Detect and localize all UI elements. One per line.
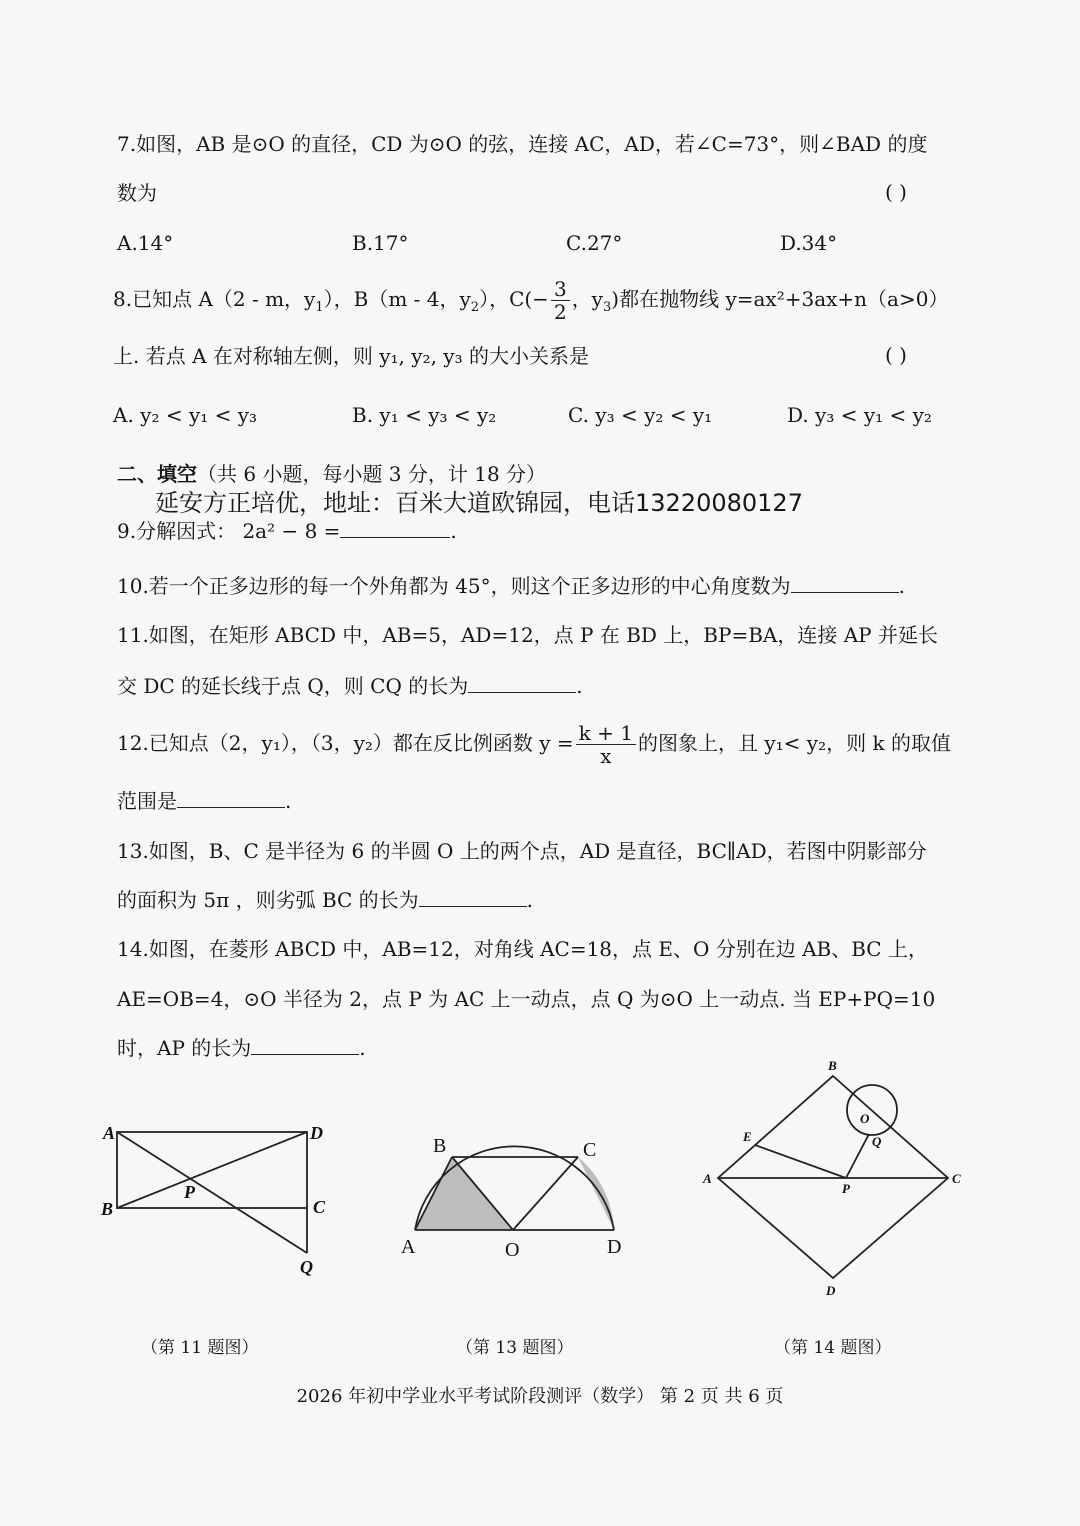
q12-suffix: 的图象上，且 y₁< y₂，则 k 的取值 [638, 731, 951, 755]
q13-stem: 13.如图，B、C 是半径为 6 的半圆 O 上的两个点，AD 是直径，BC∥AD，若图中阴影部分 [117, 839, 927, 863]
fig14-label-p: P [842, 1181, 850, 1196]
fig14-caption: （第 14 题图） [774, 1338, 892, 1358]
q12-end: . [285, 789, 292, 813]
section-2-title: 二、填空 [117, 462, 197, 486]
fig14-label-a: A [703, 1171, 712, 1186]
q14-text3: 时，AP 的长为 [117, 1036, 252, 1060]
q7-option-a: A.14° [117, 231, 174, 255]
fig13-label-a: A [401, 1236, 416, 1258]
q12-frac-num: k + 1 [576, 722, 636, 745]
q8-mid2: ），C(− [479, 287, 549, 311]
q10-text: 10.若一个正多边形的每一个外角都为 45°，则这个正多边形的中心角度数为 [117, 574, 791, 598]
q8-answer-paren: ( ) [885, 343, 907, 367]
q8-option-b: B. y₁ < y₃ < y₂ [352, 403, 497, 427]
q7-stem: 7.如图，AB 是⊙O 的直径，CD 为⊙O 的弦，连接 AC，AD，若∠C=73°，则∠BAD 的度 [117, 132, 928, 156]
q12-prefix: 12.已知点（2，y₁），（3，y₂）都在反比例函数 y = [117, 731, 574, 755]
fig14-line-pq [846, 1134, 869, 1178]
q14-stem-cont: AE=OB=4，⊙O 半径为 2，点 P 为 AC 上一动点，点 Q 为⊙O 上一动点. 当 EP+PQ=10 [117, 987, 936, 1011]
fig11-label-b: B [101, 1199, 114, 1219]
q8-option-a: A. y₂ < y₁ < y₃ [113, 403, 258, 427]
q8-prefix: 8.已知点 A（2 - m，y [113, 287, 316, 311]
fig14-label-e: E [743, 1129, 752, 1144]
fig11-label-a: A [103, 1123, 116, 1143]
q12-text2: 范围是 [117, 789, 177, 813]
q11-stem: 11.如图，在矩形 ABCD 中，AB=5，AD=12，点 P 在 BD 上，BP=BA，连接 AP 并延长 [117, 623, 938, 647]
q9-end: . [450, 519, 457, 543]
q13-text2: 的面积为 5π ，则劣弧 BC 的长为 [117, 888, 419, 912]
q10-end: . [898, 574, 905, 598]
q8-option-d: D. y₃ < y₁ < y₂ [787, 403, 932, 427]
fig13-label-d: D [607, 1236, 622, 1258]
fig11-label-q: Q [300, 1257, 313, 1277]
fig13-label-b: B [433, 1135, 447, 1157]
q7-answer-paren: ( ) [885, 180, 907, 204]
section-2-desc: （共 6 小题，每小题 3 分，计 18 分） [197, 462, 547, 486]
fig13-label-o: O [505, 1239, 520, 1261]
fig13-label-c: C [583, 1139, 597, 1161]
fig14-label-q: Q [872, 1134, 882, 1149]
fig14-label-b: B [828, 1058, 837, 1073]
fig11-label-p: P [184, 1182, 195, 1202]
q9-text: 9.分解因式： 2a² − 8 = [117, 519, 341, 543]
fig14-line-ep [755, 1145, 846, 1178]
fig14-label-c: C [952, 1171, 961, 1186]
page-footer: 2026 年初中学业水平考试阶段测评（数学） 第 2 页 共 6 页 [296, 1386, 784, 1407]
q7-stem-cont: 数为 [117, 181, 157, 205]
q11-end: . [576, 674, 583, 698]
q11-text2: 交 DC 的延长线于点 Q，则 CQ 的长为 [117, 674, 469, 698]
fig13-caption: （第 13 题图） [456, 1338, 574, 1358]
fig11-label-c: C [313, 1197, 326, 1217]
q14-end: . [359, 1036, 366, 1060]
q7-option-c: C.27° [566, 231, 623, 255]
q8-stem-cont: 上. 若点 A 在对称轴左侧，则 y₁, y₂, y₃ 的大小关系是 [113, 344, 589, 368]
q8-frac-den: 2 [553, 300, 567, 324]
q8-stem: 8.已知点 A（2 - m，$y_1$），B（m - 4，$y_2$），C(− $\frac{3}{2}$ ，$y_3$)都在抛物线 y=ax²+3ax+n（a>0） [113, 277, 949, 324]
q12-frac-den: x [600, 744, 612, 768]
q7-option-d: D.34° [780, 231, 838, 255]
q8-mid3: ，y [571, 287, 603, 311]
fig11-caption: （第 11 题图） [141, 1338, 259, 1358]
q8-frac-num: 3 [551, 278, 570, 301]
fig11-label-d: D [310, 1123, 323, 1143]
q8-option-c: C. y₃ < y₂ < y₁ [568, 403, 713, 427]
ad-overlay-text: 延安方正培优，地址：百米大道欧锦园，电话13220080127 [155, 489, 803, 517]
q14-stem: 14.如图，在菱形 ABCD 中，AB=12，对角线 AC=18，点 E、O 分别在边 AB、BC 上， [117, 937, 928, 961]
q8-mid1: ），B（m - 4，y [323, 287, 471, 311]
fig14-rhombus [718, 1076, 948, 1278]
q8-suffix: )都在抛物线 y=ax²+3ax+n（a>0） [611, 287, 949, 311]
fig14-label-o: O [860, 1111, 870, 1126]
q7-option-b: B.17° [352, 231, 409, 255]
fig14-label-d: D [826, 1283, 836, 1298]
q13-end: . [526, 888, 534, 912]
